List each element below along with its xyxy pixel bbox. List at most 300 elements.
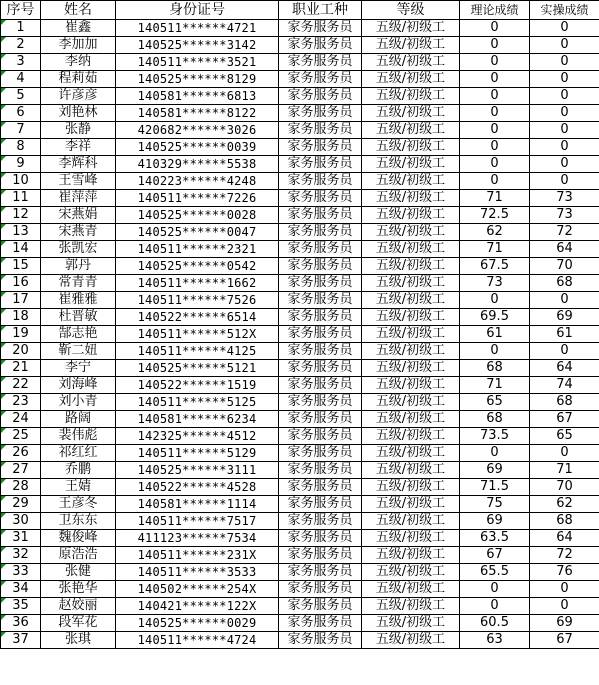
cell-id-number[interactable]: 140511******7526 (116, 292, 279, 309)
cell-index[interactable] (1, 275, 41, 292)
cell-practical-score[interactable]: 73 (530, 207, 599, 224)
cell-name[interactable]: 李宁 (41, 360, 116, 377)
cell-index[interactable] (1, 513, 41, 530)
cell-level[interactable]: 五级/初级工 (362, 445, 460, 462)
cell-theory-score[interactable]: 71 (460, 377, 530, 394)
cell-name[interactable]: 杜晋敏 (41, 309, 116, 326)
cell-practical-score[interactable]: 70 (530, 479, 599, 496)
cell-occupation[interactable]: 家务服务员 (279, 88, 362, 105)
cell-theory-score[interactable]: 0 (460, 292, 530, 309)
cell-practical-score[interactable]: 61 (530, 326, 599, 343)
cell-practical-score[interactable]: 64 (530, 360, 599, 377)
cell-index-text: 21 (12, 360, 29, 375)
cell-index-text: 10 (12, 173, 29, 188)
cell-level[interactable]: 五级/初级工 (362, 496, 460, 513)
cell-occupation[interactable]: 家务服务员 (279, 428, 362, 445)
cell-id-number[interactable]: 140511******7226 (116, 190, 279, 207)
cell-practical-score[interactable]: 65 (530, 428, 599, 445)
cell-name[interactable]: 李辉科 (41, 156, 116, 173)
cell-practical-score[interactable]: 72 (530, 547, 599, 564)
cell-name[interactable]: 郜志艳 (41, 326, 116, 343)
cell-theory-score[interactable]: 0 (460, 581, 530, 598)
cell-id-number[interactable]: 410329******5538 (116, 156, 279, 173)
cell-level[interactable]: 五级/初级工 (362, 292, 460, 309)
cell-index[interactable] (1, 581, 41, 598)
cell-occupation[interactable]: 家务服务员 (279, 241, 362, 258)
cell-occupation[interactable]: 家务服务员 (279, 156, 362, 173)
cell-practical-score[interactable]: 67 (530, 632, 599, 649)
cell-practical-score[interactable]: 0 (530, 581, 599, 598)
cell-name[interactable]: 王婧 (41, 479, 116, 496)
cell-level[interactable]: 五级/初级工 (362, 173, 460, 190)
number-stored-as-text-indicator-icon (1, 496, 6, 501)
cell-index-text: 35 (12, 598, 29, 613)
cell-id-number[interactable]: 411123******7534 (116, 530, 279, 547)
cell-level[interactable]: 五级/初级工 (362, 411, 460, 428)
table-row (1, 428, 599, 445)
cell-index[interactable] (1, 428, 41, 445)
number-stored-as-text-indicator-icon (1, 394, 6, 399)
cell-theory-score[interactable]: 0 (460, 156, 530, 173)
cell-theory-score[interactable]: 69 (460, 513, 530, 530)
cell-id-number[interactable]: 140525******3111 (116, 462, 279, 479)
header-practical-score[interactable]: 实操成绩 (530, 1, 599, 20)
number-stored-as-text-indicator-icon (1, 360, 6, 365)
cell-index[interactable] (1, 122, 41, 139)
cell-theory-score[interactable]: 0 (460, 122, 530, 139)
cell-practical-score[interactable]: 71 (530, 462, 599, 479)
cell-occupation[interactable]: 家务服务员 (279, 479, 362, 496)
cell-index[interactable] (1, 156, 41, 173)
cell-theory-score[interactable]: 0 (460, 598, 530, 615)
cell-index[interactable] (1, 547, 41, 564)
cell-name[interactable]: 魏俊峰 (41, 530, 116, 547)
cell-occupation[interactable]: 家务服务员 (279, 445, 362, 462)
cell-name[interactable]: 宋燕娟 (41, 207, 116, 224)
cell-index[interactable] (1, 139, 41, 156)
cell-id-number[interactable]: 140525******0028 (116, 207, 279, 224)
number-stored-as-text-indicator-icon (1, 615, 6, 620)
cell-level[interactable]: 五级/初级工 (362, 241, 460, 258)
cell-name[interactable]: 崔雅雅 (41, 292, 116, 309)
cell-index[interactable] (1, 292, 41, 309)
cell-occupation[interactable]: 家务服务员 (279, 71, 362, 88)
cell-index[interactable] (1, 445, 41, 462)
cell-index[interactable] (1, 326, 41, 343)
cell-name[interactable]: 李加加 (41, 37, 116, 54)
table-row (1, 615, 599, 632)
cell-id-number[interactable]: 140525******0029 (116, 615, 279, 632)
cell-practical-score[interactable]: 69 (530, 615, 599, 632)
cell-practical-score[interactable]: 62 (530, 496, 599, 513)
cell-id-number[interactable]: 140511******7517 (116, 513, 279, 530)
cell-theory-score[interactable]: 0 (460, 173, 530, 190)
cell-level[interactable]: 五级/初级工 (362, 224, 460, 241)
cell-index[interactable] (1, 564, 41, 581)
cell-practical-score[interactable]: 64 (530, 241, 599, 258)
cell-index[interactable] (1, 496, 41, 513)
cell-practical-score[interactable]: 68 (530, 394, 599, 411)
cell-occupation[interactable]: 家务服务员 (279, 343, 362, 360)
cell-index[interactable] (1, 207, 41, 224)
cell-name[interactable]: 裴伟彪 (41, 428, 116, 445)
table-row (1, 581, 599, 598)
cell-name[interactable]: 许彦彦 (41, 88, 116, 105)
cell-occupation[interactable]: 家务服务员 (279, 632, 362, 649)
cell-id-number[interactable]: 140511******231X (116, 547, 279, 564)
cell-id-number[interactable]: 140421******122X (116, 598, 279, 615)
cell-theory-score[interactable]: 0 (460, 88, 530, 105)
cell-practical-score[interactable]: 0 (530, 173, 599, 190)
cell-level[interactable]: 五级/初级工 (362, 122, 460, 139)
cell-id-number[interactable]: 420682******3026 (116, 122, 279, 139)
cell-name[interactable]: 程莉茹 (41, 71, 116, 88)
cell-name[interactable]: 乔鹏 (41, 462, 116, 479)
cell-level[interactable]: 五级/初级工 (362, 71, 460, 88)
cell-id-number[interactable]: 140581******6813 (116, 88, 279, 105)
table-row (1, 411, 599, 428)
cell-id-number[interactable]: 140502******254X (116, 581, 279, 598)
cell-level[interactable]: 五级/初级工 (362, 343, 460, 360)
cell-id-number[interactable]: 140581******1114 (116, 496, 279, 513)
cell-index[interactable] (1, 224, 41, 241)
cell-id-number[interactable]: 142325******4512 (116, 428, 279, 445)
cell-occupation[interactable]: 家务服务员 (279, 190, 362, 207)
cell-name[interactable]: 王雪峰 (41, 173, 116, 190)
cell-occupation[interactable]: 家务服务员 (279, 173, 362, 190)
cell-level[interactable]: 五级/初级工 (362, 479, 460, 496)
cell-theory-score[interactable]: 61 (460, 326, 530, 343)
cell-name[interactable]: 宋燕青 (41, 224, 116, 241)
table-row (1, 71, 599, 88)
cell-index[interactable] (1, 530, 41, 547)
cell-level[interactable]: 五级/初级工 (362, 394, 460, 411)
cell-id-number[interactable]: 140522******6514 (116, 309, 279, 326)
number-stored-as-text-indicator-icon (1, 632, 6, 637)
cell-practical-score[interactable]: 0 (530, 122, 599, 139)
number-stored-as-text-indicator-icon (1, 530, 6, 535)
cell-id-number[interactable]: 140525******0039 (116, 139, 279, 156)
cell-id-number[interactable]: 140511******512X (116, 326, 279, 343)
cell-theory-score[interactable]: 65 (460, 394, 530, 411)
cell-occupation[interactable]: 家务服务员 (279, 411, 362, 428)
cell-practical-score[interactable]: 68 (530, 513, 599, 530)
cell-theory-score[interactable]: 71 (460, 190, 530, 207)
cell-theory-score[interactable]: 63 (460, 632, 530, 649)
cell-name[interactable]: 崔萍萍 (41, 190, 116, 207)
header-id-number[interactable]: 身份证号 (116, 1, 279, 20)
cell-index[interactable] (1, 394, 41, 411)
header-level[interactable]: 等级 (362, 1, 460, 20)
cell-name[interactable]: 刘海峰 (41, 377, 116, 394)
number-stored-as-text-indicator-icon (1, 37, 6, 42)
cell-theory-score[interactable]: 68 (460, 411, 530, 428)
cell-name[interactable]: 郭丹 (41, 258, 116, 275)
cell-practical-score[interactable]: 0 (530, 598, 599, 615)
cell-id-number[interactable]: 140525******0047 (116, 224, 279, 241)
cell-theory-score[interactable]: 60.5 (460, 615, 530, 632)
cell-occupation[interactable]: 家务服务员 (279, 615, 362, 632)
cell-id-number[interactable]: 140511******1662 (116, 275, 279, 292)
cell-theory-score[interactable]: 0 (460, 105, 530, 122)
cell-theory-score[interactable]: 0 (460, 445, 530, 462)
cell-index-text: 3 (16, 54, 25, 69)
cell-name[interactable]: 张静 (41, 122, 116, 139)
cell-occupation[interactable]: 家务服务员 (279, 292, 362, 309)
cell-practical-score[interactable]: 67 (530, 411, 599, 428)
cell-name[interactable]: 张琪 (41, 632, 116, 649)
cell-level[interactable]: 五级/初级工 (362, 377, 460, 394)
cell-name[interactable]: 常青青 (41, 275, 116, 292)
cell-occupation[interactable]: 家务服务员 (279, 54, 362, 71)
cell-id-number[interactable]: 140525******3142 (116, 37, 279, 54)
cell-level[interactable]: 五级/初级工 (362, 547, 460, 564)
cell-practical-score[interactable]: 0 (530, 54, 599, 71)
cell-theory-score[interactable]: 67 (460, 547, 530, 564)
cell-practical-score[interactable]: 0 (530, 105, 599, 122)
cell-id-number[interactable]: 140511******4721 (116, 20, 279, 37)
cell-index[interactable] (1, 173, 41, 190)
cell-name[interactable]: 原浩浩 (41, 547, 116, 564)
cell-id-number[interactable]: 140511******5125 (116, 394, 279, 411)
cell-occupation[interactable]: 家务服务员 (279, 496, 362, 513)
cell-name[interactable]: 张健 (41, 564, 116, 581)
cell-practical-score[interactable]: 72 (530, 224, 599, 241)
cell-level[interactable]: 五级/初级工 (362, 20, 460, 37)
cell-practical-score[interactable]: 0 (530, 445, 599, 462)
cell-level[interactable]: 五级/初级工 (362, 37, 460, 54)
cell-id-number[interactable]: 140511******4125 (116, 343, 279, 360)
cell-occupation[interactable]: 家务服务员 (279, 105, 362, 122)
cell-index[interactable] (1, 411, 41, 428)
cell-index[interactable] (1, 88, 41, 105)
cell-level[interactable]: 五级/初级工 (362, 581, 460, 598)
cell-practical-score[interactable]: 64 (530, 530, 599, 547)
cell-index[interactable] (1, 20, 41, 37)
cell-theory-score[interactable]: 0 (460, 54, 530, 71)
cell-index[interactable] (1, 343, 41, 360)
header-name[interactable]: 姓名 (41, 1, 116, 20)
cell-level[interactable]: 五级/初级工 (362, 326, 460, 343)
cell-index-text: 28 (12, 479, 29, 494)
cell-level[interactable]: 五级/初级工 (362, 360, 460, 377)
number-stored-as-text-indicator-icon (1, 343, 6, 348)
cell-index[interactable] (1, 632, 41, 649)
cell-theory-score[interactable]: 62 (460, 224, 530, 241)
cell-occupation[interactable]: 家务服务员 (279, 581, 362, 598)
number-stored-as-text-indicator-icon (1, 241, 6, 246)
cell-level[interactable]: 五级/初级工 (362, 207, 460, 224)
cell-name[interactable]: 卫东东 (41, 513, 116, 530)
cell-theory-score[interactable]: 67.5 (460, 258, 530, 275)
cell-practical-score[interactable]: 0 (530, 37, 599, 54)
cell-name[interactable]: 李祥 (41, 139, 116, 156)
cell-index[interactable] (1, 37, 41, 54)
cell-name[interactable]: 张艳华 (41, 581, 116, 598)
cell-occupation[interactable]: 家务服务员 (279, 309, 362, 326)
cell-theory-score[interactable]: 63.5 (460, 530, 530, 547)
cell-theory-score[interactable]: 69.5 (460, 309, 530, 326)
cell-index-text: 23 (12, 394, 29, 409)
cell-occupation[interactable]: 家务服务员 (279, 547, 362, 564)
cell-id-number[interactable]: 140581******6234 (116, 411, 279, 428)
cell-id-number[interactable]: 140511******3521 (116, 54, 279, 71)
table-row (1, 88, 599, 105)
number-stored-as-text-indicator-icon (1, 156, 6, 161)
cell-theory-score[interactable]: 65.5 (460, 564, 530, 581)
cell-practical-score[interactable]: 73 (530, 190, 599, 207)
cell-occupation[interactable]: 家务服务员 (279, 224, 362, 241)
cell-practical-score[interactable]: 0 (530, 156, 599, 173)
cell-practical-score[interactable]: 0 (530, 292, 599, 309)
cell-index-text: 4 (16, 71, 25, 86)
cell-name[interactable]: 王彦冬 (41, 496, 116, 513)
cell-id-number[interactable]: 140581******8122 (116, 105, 279, 122)
cell-theory-score[interactable]: 0 (460, 20, 530, 37)
cell-occupation[interactable]: 家务服务员 (279, 20, 362, 37)
cell-level[interactable]: 五级/初级工 (362, 598, 460, 615)
cell-name[interactable]: 靳二妞 (41, 343, 116, 360)
cell-practical-score[interactable]: 0 (530, 71, 599, 88)
cell-occupation[interactable]: 家务服务员 (279, 377, 362, 394)
cell-practical-score[interactable]: 70 (530, 258, 599, 275)
cell-index[interactable] (1, 258, 41, 275)
cell-practical-score[interactable]: 68 (530, 275, 599, 292)
cell-practical-score[interactable]: 0 (530, 139, 599, 156)
number-stored-as-text-indicator-icon (1, 190, 6, 195)
cell-id-number[interactable]: 140525******5121 (116, 360, 279, 377)
cell-theory-score[interactable]: 0 (460, 139, 530, 156)
cell-occupation[interactable]: 家务服务员 (279, 513, 362, 530)
cell-theory-score[interactable]: 69 (460, 462, 530, 479)
cell-id-number[interactable]: 140511******2321 (116, 241, 279, 258)
cell-theory-score[interactable]: 68 (460, 360, 530, 377)
cell-theory-score[interactable]: 71 (460, 241, 530, 258)
cell-id-number[interactable]: 140223******4248 (116, 173, 279, 190)
cell-practical-score[interactable]: 74 (530, 377, 599, 394)
cell-level[interactable]: 五级/初级工 (362, 156, 460, 173)
table-row (1, 207, 599, 224)
cell-index[interactable] (1, 309, 41, 326)
cell-id-number[interactable]: 140511******3533 (116, 564, 279, 581)
cell-index[interactable] (1, 54, 41, 71)
cell-level[interactable]: 五级/初级工 (362, 462, 460, 479)
cell-name[interactable]: 张凯宏 (41, 241, 116, 258)
cell-practical-score[interactable]: 76 (530, 564, 599, 581)
cell-index[interactable] (1, 598, 41, 615)
cell-occupation[interactable]: 家务服务员 (279, 258, 362, 275)
cell-level[interactable]: 五级/初级工 (362, 615, 460, 632)
cell-index[interactable] (1, 105, 41, 122)
cell-name[interactable]: 李纳 (41, 54, 116, 71)
cell-level[interactable]: 五级/初级工 (362, 88, 460, 105)
cell-id-number[interactable]: 140522******4528 (116, 479, 279, 496)
cell-level[interactable]: 五级/初级工 (362, 190, 460, 207)
cell-index[interactable] (1, 462, 41, 479)
header-theory-score[interactable]: 理论成绩 (460, 1, 530, 20)
cell-level[interactable]: 五级/初级工 (362, 105, 460, 122)
cell-name[interactable]: 段军花 (41, 615, 116, 632)
cell-occupation[interactable]: 家务服务员 (279, 207, 362, 224)
cell-index-text: 7 (16, 122, 25, 137)
cell-name[interactable]: 崔鑫 (41, 20, 116, 37)
cell-level[interactable]: 五级/初级工 (362, 530, 460, 547)
cell-level[interactable]: 五级/初级工 (362, 275, 460, 292)
cell-index[interactable] (1, 190, 41, 207)
cell-index[interactable] (1, 71, 41, 88)
cell-theory-score[interactable]: 0 (460, 343, 530, 360)
cell-level[interactable]: 五级/初级工 (362, 564, 460, 581)
cell-index[interactable] (1, 241, 41, 258)
number-stored-as-text-indicator-icon (1, 71, 6, 76)
table-row (1, 445, 599, 462)
cell-theory-score[interactable]: 75 (460, 496, 530, 513)
cell-name[interactable]: 刘艳林 (41, 105, 116, 122)
cell-id-number[interactable]: 140522******1519 (116, 377, 279, 394)
header-occupation[interactable]: 职业工种 (279, 1, 362, 20)
cell-theory-score[interactable]: 0 (460, 71, 530, 88)
cell-name[interactable]: 刘小青 (41, 394, 116, 411)
cell-index[interactable] (1, 360, 41, 377)
cell-level[interactable]: 五级/初级工 (362, 428, 460, 445)
table-body (1, 20, 599, 649)
cell-id-number[interactable]: 140525******0542 (116, 258, 279, 275)
cell-index[interactable] (1, 615, 41, 632)
cell-occupation[interactable]: 家务服务员 (279, 275, 362, 292)
table-row (1, 530, 599, 547)
cell-id-number[interactable]: 140525******8129 (116, 71, 279, 88)
cell-occupation[interactable]: 家务服务员 (279, 394, 362, 411)
cell-theory-score[interactable]: 72.5 (460, 207, 530, 224)
cell-theory-score[interactable]: 71.5 (460, 479, 530, 496)
cell-index[interactable] (1, 377, 41, 394)
cell-practical-score[interactable]: 0 (530, 343, 599, 360)
cell-name[interactable]: 祁红红 (41, 445, 116, 462)
cell-name[interactable]: 赵姣丽 (41, 598, 116, 615)
cell-index-text: 1 (16, 20, 25, 35)
cell-occupation[interactable]: 家务服务员 (279, 564, 362, 581)
cell-occupation[interactable]: 家务服务员 (279, 122, 362, 139)
cell-index[interactable] (1, 479, 41, 496)
cell-level[interactable]: 五级/初级工 (362, 309, 460, 326)
cell-practical-score[interactable]: 69 (530, 309, 599, 326)
cell-level[interactable]: 五级/初级工 (362, 258, 460, 275)
cell-level[interactable]: 五级/初级工 (362, 513, 460, 530)
cell-practical-score[interactable]: 0 (530, 20, 599, 37)
cell-id-number[interactable]: 140511******4724 (116, 632, 279, 649)
cell-occupation[interactable]: 家务服务员 (279, 326, 362, 343)
cell-theory-score[interactable]: 0 (460, 37, 530, 54)
cell-theory-score[interactable]: 73 (460, 275, 530, 292)
cell-occupation[interactable]: 家务服务员 (279, 462, 362, 479)
cell-level[interactable]: 五级/初级工 (362, 54, 460, 71)
cell-practical-score[interactable]: 0 (530, 88, 599, 105)
cell-id-number[interactable]: 140511******5129 (116, 445, 279, 462)
cell-occupation[interactable]: 家务服务员 (279, 360, 362, 377)
cell-level[interactable]: 五级/初级工 (362, 632, 460, 649)
cell-level[interactable]: 五级/初级工 (362, 139, 460, 156)
table-row (1, 173, 599, 190)
cell-occupation[interactable]: 家务服务员 (279, 598, 362, 615)
cell-theory-score[interactable]: 73.5 (460, 428, 530, 445)
cell-occupation[interactable]: 家务服务员 (279, 139, 362, 156)
cell-occupation[interactable]: 家务服务员 (279, 530, 362, 547)
cell-index-text: 27 (12, 462, 29, 477)
cell-occupation[interactable]: 家务服务员 (279, 37, 362, 54)
cell-index-text: 26 (12, 445, 29, 460)
header-index[interactable]: 序号 (1, 1, 41, 20)
cell-name[interactable]: 路阔 (41, 411, 116, 428)
